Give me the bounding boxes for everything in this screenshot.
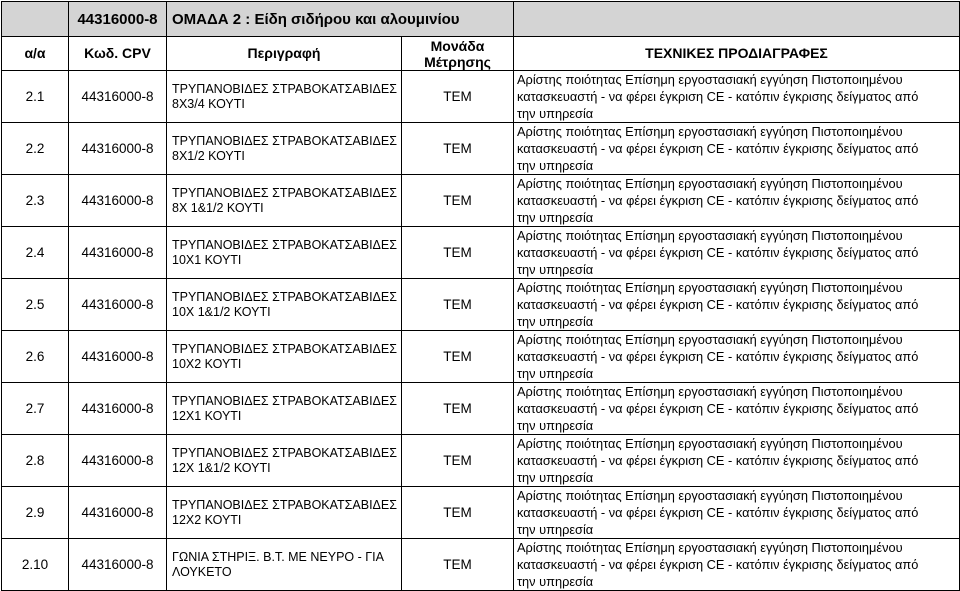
group-blank-cell-right (514, 2, 960, 37)
row-specs-line2: κατασκευαστή - να φέρει έγκριση CE - κατόπιν έγκρισης δείγματος από (517, 141, 919, 156)
table-row (2, 123, 960, 175)
row-specs-line3: την υπηρεσία (517, 106, 594, 121)
row-cpv: 44316000-8 (69, 435, 167, 487)
row-specs (514, 123, 960, 175)
row-specs-line1: Αρίστης ποιότητας Επίσημη εργοστασιακή εγγύηση Πιστοποιημένου (517, 436, 903, 451)
row-specs-line3: την υπηρεσία (517, 574, 594, 589)
row-specs-line1: Αρίστης ποιότητας Επίσημη εργοστασιακή εγγύηση Πιστοποιημένου (517, 488, 903, 503)
row-specs (514, 175, 960, 227)
row-aa: 2.5 (2, 279, 69, 331)
row-description-line2: 8Χ3/4 ΚΟΥΤΙ (172, 96, 245, 111)
row-unit: ΤΕΜ (402, 539, 514, 591)
row-description (167, 227, 402, 279)
row-specs-line1: Αρίστης ποιότητας Επίσημη εργοστασιακή εγγύηση Πιστοποιημένου (517, 280, 903, 295)
table-row (2, 175, 960, 227)
row-unit: ΤΕΜ (402, 279, 514, 331)
header-aa: α/α (2, 37, 69, 71)
row-description (167, 279, 402, 331)
row-description (167, 435, 402, 487)
row-specs-line1: Αρίστης ποιότητας Επίσημη εργοστασιακή εγγύηση Πιστοποιημένου (517, 176, 903, 191)
row-specs-line1: Αρίστης ποιότητας Επίσημη εργοστασιακή εγγύηση Πιστοποιημένου (517, 124, 903, 139)
row-description-line1: ΤΡΥΠΑΝΟΒΙΔΕΣ ΣΤΡΑΒΟΚΑΤΣΑΒΙΔΕΣ (172, 133, 397, 148)
row-aa: 2.4 (2, 227, 69, 279)
row-specs-line3: την υπηρεσία (517, 210, 594, 225)
row-specs-line2: κατασκευαστή - να φέρει έγκριση CE - κατόπιν έγκρισης δείγματος από (517, 193, 919, 208)
row-description-line1: ΤΡΥΠΑΝΟΒΙΔΕΣ ΣΤΡΑΒΟΚΑΤΣΑΒΙΔΕΣ (172, 289, 397, 304)
row-specs-line3: την υπηρεσία (517, 366, 594, 381)
row-unit: ΤΕΜ (402, 227, 514, 279)
row-specs-line3: την υπηρεσία (517, 418, 594, 433)
row-description (167, 331, 402, 383)
row-specs-line3: την υπηρεσία (517, 314, 594, 329)
row-description (167, 123, 402, 175)
row-aa: 2.6 (2, 331, 69, 383)
row-specs-line3: την υπηρεσία (517, 158, 594, 173)
row-description-line2: 8Χ 1&1/2 ΚΟΥΤΙ (172, 200, 264, 215)
row-unit: ΤΕΜ (402, 435, 514, 487)
row-specs-line1: Αρίστης ποιότητας Επίσημη εργοστασιακή εγγύηση Πιστοποιημένου (517, 332, 903, 347)
row-aa: 2.1 (2, 71, 69, 123)
row-description-line1: ΤΡΥΠΑΝΟΒΙΔΕΣ ΣΤΡΑΒΟΚΑΤΣΑΒΙΔΕΣ (172, 237, 397, 252)
row-cpv: 44316000-8 (69, 539, 167, 591)
spec-table (1, 1, 960, 591)
row-description-line1: ΤΡΥΠΑΝΟΒΙΔΕΣ ΣΤΡΑΒΟΚΑΤΣΑΒΙΔΕΣ (172, 81, 397, 96)
table-row (2, 539, 960, 591)
row-cpv: 44316000-8 (69, 383, 167, 435)
row-description (167, 487, 402, 539)
row-unit: ΤΕΜ (402, 175, 514, 227)
row-description-line2: 10Χ 1&1/2 ΚΟΥΤΙ (172, 304, 271, 319)
row-specs (514, 71, 960, 123)
group-code: 44316000-8 (69, 2, 167, 37)
table-row (2, 71, 960, 123)
header-specs: ΤΕΧΝΙΚΕΣ ΠΡΟΔΙΑΓΡΑΦΕΣ (514, 37, 960, 71)
column-header-row (2, 37, 960, 71)
row-description-line2: 12Χ2 ΚΟΥΤΙ (172, 512, 242, 527)
row-description-line1: ΤΡΥΠΑΝΟΒΙΔΕΣ ΣΤΡΑΒΟΚΑΤΣΑΒΙΔΕΣ (172, 185, 397, 200)
header-description: Περιγραφή (167, 37, 402, 71)
row-cpv: 44316000-8 (69, 279, 167, 331)
row-specs-line2: κατασκευαστή - να φέρει έγκριση CE - κατόπιν έγκρισης δείγματος από (517, 401, 919, 416)
row-specs-line2: κατασκευαστή - να φέρει έγκριση CE - κατόπιν έγκρισης δείγματος από (517, 349, 919, 364)
row-specs (514, 331, 960, 383)
row-description-line1: ΤΡΥΠΑΝΟΒΙΔΕΣ ΣΤΡΑΒΟΚΑΤΣΑΒΙΔΕΣ (172, 445, 397, 460)
row-aa: 2.8 (2, 435, 69, 487)
row-cpv: 44316000-8 (69, 331, 167, 383)
row-description (167, 383, 402, 435)
row-unit: ΤΕΜ (402, 331, 514, 383)
table-row (2, 279, 960, 331)
row-description-line2: 10Χ1 ΚΟΥΤΙ (172, 252, 242, 267)
row-cpv: 44316000-8 (69, 123, 167, 175)
row-aa: 2.3 (2, 175, 69, 227)
row-description-line1: ΓΩΝΙΑ ΣΤΗΡΙΞ. Β.Τ. ΜΕ ΝΕΥΡΟ - ΓΙΑ (172, 549, 384, 564)
row-unit: ΤΕΜ (402, 383, 514, 435)
row-cpv: 44316000-8 (69, 71, 167, 123)
table-row (2, 487, 960, 539)
row-cpv: 44316000-8 (69, 227, 167, 279)
group-blank-cell (2, 2, 69, 37)
row-specs-line2: κατασκευαστή - να φέρει έγκριση CE - κατόπιν έγκρισης δείγματος από (517, 453, 919, 468)
row-specs (514, 487, 960, 539)
row-aa: 2.9 (2, 487, 69, 539)
row-aa: 2.7 (2, 383, 69, 435)
row-description-line2: 8Χ1/2 ΚΟΥΤΙ (172, 148, 245, 163)
row-specs-line3: την υπηρεσία (517, 522, 594, 537)
row-cpv: 44316000-8 (69, 175, 167, 227)
row-description-line2: 12Χ1 ΚΟΥΤΙ (172, 408, 242, 423)
row-unit: ΤΕΜ (402, 123, 514, 175)
row-specs (514, 279, 960, 331)
row-specs-line1: Αρίστης ποιότητας Επίσημη εργοστασιακή εγγύηση Πιστοποιημένου (517, 228, 903, 243)
group-title: ΟΜΑΔΑ 2 : Είδη σιδήρου και αλουμινίου (167, 2, 514, 37)
row-specs (514, 227, 960, 279)
row-description (167, 175, 402, 227)
row-specs-line1: Αρίστης ποιότητας Επίσημη εργοστασιακή εγγύηση Πιστοποιημένου (517, 72, 903, 87)
row-aa: 2.2 (2, 123, 69, 175)
table-row (2, 331, 960, 383)
row-description-line1: ΤΡΥΠΑΝΟΒΙΔΕΣ ΣΤΡΑΒΟΚΑΤΣΑΒΙΔΕΣ (172, 341, 397, 356)
row-unit: ΤΕΜ (402, 487, 514, 539)
row-aa: 2.10 (2, 539, 69, 591)
row-specs-line2: κατασκευαστή - να φέρει έγκριση CE - κατόπιν έγκρισης δείγματος από (517, 89, 919, 104)
row-specs-line3: την υπηρεσία (517, 470, 594, 485)
row-specs-line1: Αρίστης ποιότητας Επίσημη εργοστασιακή εγγύηση Πιστοποιημένου (517, 540, 903, 555)
row-description-line1: ΤΡΥΠΑΝΟΒΙΔΕΣ ΣΤΡΑΒΟΚΑΤΣΑΒΙΔΕΣ (172, 497, 397, 512)
header-cpv: Κωδ. CPV (69, 37, 167, 71)
row-specs-line3: την υπηρεσία (517, 262, 594, 277)
row-specs-line1: Αρίστης ποιότητας Επίσημη εργοστασιακή εγγύηση Πιστοποιημένου (517, 384, 903, 399)
row-unit: ΤΕΜ (402, 71, 514, 123)
row-description-line2: 12Χ 1&1/2 ΚΟΥΤΙ (172, 460, 271, 475)
row-description-line2: 10Χ2 ΚΟΥΤΙ (172, 356, 242, 371)
row-specs-line2: κατασκευαστή - να φέρει έγκριση CE - κατόπιν έγκρισης δείγματος από (517, 557, 919, 572)
row-description-line1: ΤΡΥΠΑΝΟΒΙΔΕΣ ΣΤΡΑΒΟΚΑΤΣΑΒΙΔΕΣ (172, 393, 397, 408)
table-row (2, 435, 960, 487)
row-description-line2: ΛΟΥΚΕΤΟ (172, 564, 232, 579)
table-row (2, 227, 960, 279)
group-header-row (2, 2, 960, 37)
header-unit-line2: Μέτρησης (424, 53, 491, 70)
header-unit (402, 37, 514, 71)
header-unit-line1: Μονάδα (430, 37, 485, 54)
row-specs-line2: κατασκευαστή - να φέρει έγκριση CE - κατόπιν έγκρισης δείγματος από (517, 245, 919, 260)
row-description (167, 71, 402, 123)
row-specs-line2: κατασκευαστή - να φέρει έγκριση CE - κατόπιν έγκρισης δείγματος από (517, 297, 919, 312)
row-cpv: 44316000-8 (69, 487, 167, 539)
row-specs (514, 383, 960, 435)
row-specs (514, 539, 960, 591)
row-specs-line2: κατασκευαστή - να φέρει έγκριση CE - κατόπιν έγκρισης δείγματος από (517, 505, 919, 520)
row-description (167, 539, 402, 591)
row-specs (514, 435, 960, 487)
table-row (2, 383, 960, 435)
